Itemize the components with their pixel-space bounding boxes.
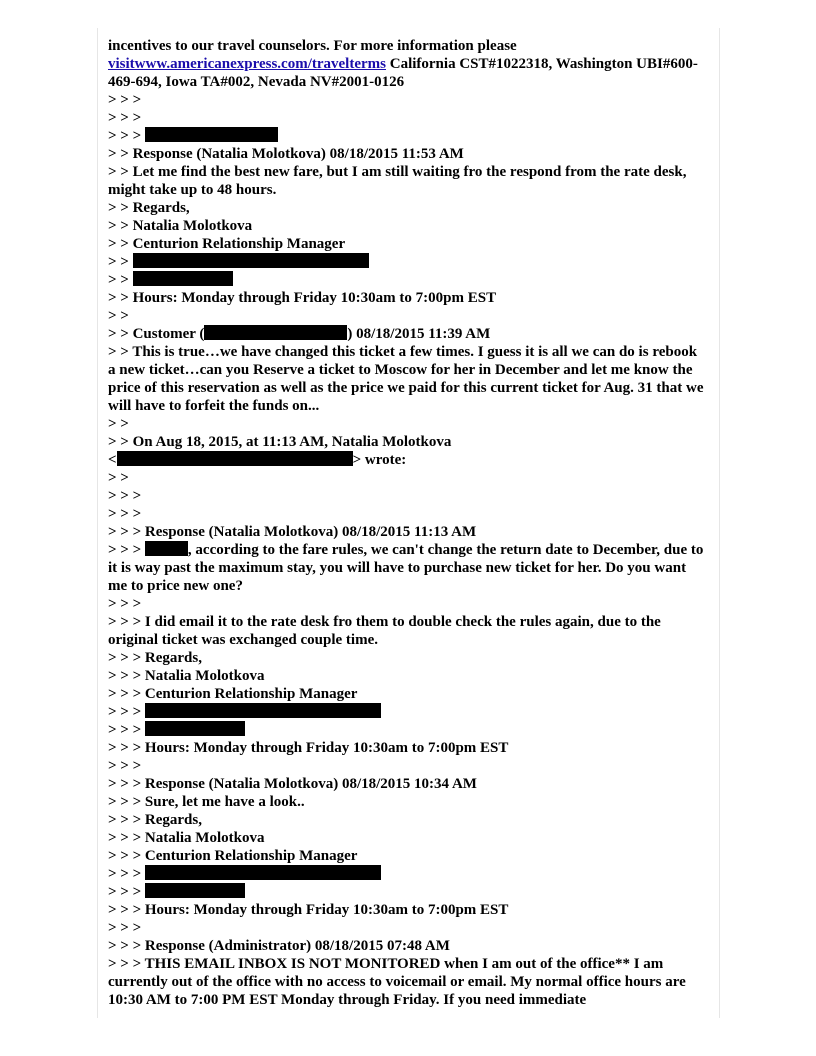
- signature-name: > > > Natalia Molotkova: [108, 830, 265, 846]
- right-margin-rule: [719, 28, 720, 1018]
- signature-regards: > > > Regards,: [108, 650, 202, 666]
- quote-line: > > >: [108, 488, 142, 504]
- redaction-box: [133, 253, 369, 268]
- quote-line: > > >: [108, 596, 142, 612]
- intro-licenses: California CST#1022318, Washington UBI#600-469-694, Iowa TA#002, Nevada NV#2001-0126: [108, 56, 698, 90]
- redaction-box: [117, 451, 353, 466]
- redaction-box: [145, 721, 245, 736]
- redaction-box: [145, 865, 381, 880]
- office-hours: > > > Hours: Monday through Friday 10:30am to 7:00pm EST: [108, 902, 509, 918]
- message-body: > > > THIS EMAIL INBOX IS NOT MONITORED when I am out of the office** I am currently out of the office with no access to voicemail or email. My normal office hours are 10:30 AM to 7:00 PM EST Monday through Friday. If you need immediate: [108, 956, 686, 1008]
- quote-line: > > >: [108, 506, 142, 522]
- quote-line: > > >: [108, 758, 142, 774]
- reply-header: > > On Aug 18, 2015, at 11:13 AM, Natalia Molotkova: [108, 434, 452, 450]
- terms-link[interactable]: visitwww.americanexpress.com/travelterms: [108, 56, 386, 72]
- redaction-box: [145, 127, 278, 142]
- quote-line: > >: [108, 470, 129, 486]
- quote-line: > >: [108, 308, 129, 324]
- response-header: > > Response (Natalia Molotkova) 08/18/2015 11:53 AM: [108, 146, 464, 162]
- redaction-box: [133, 271, 233, 286]
- quote-line: > > >: [108, 920, 142, 936]
- quote-line: > >: [108, 253, 708, 271]
- message-body: > > > I did email it to the rate desk fro them to double check the rules again, due to the original ticket was exchanged couple time.: [108, 614, 661, 648]
- signature-title: > > > Centurion Relationship Manager: [108, 848, 358, 864]
- office-hours: > > > Hours: Monday through Friday 10:30am to 7:00pm EST: [108, 740, 509, 756]
- quote-line: > > >: [108, 110, 142, 126]
- quote-line: > >: [108, 271, 708, 289]
- reply-header-email: < > wrote:: [108, 452, 407, 468]
- quote-line: > > >: [108, 883, 708, 901]
- response-header: > > > Response (Natalia Molotkova) 08/18/2015 11:13 AM: [108, 524, 477, 540]
- customer-header: > > Customer ( ) 08/18/2015 11:39 AM: [108, 326, 491, 342]
- quote-line: > > >: [108, 721, 708, 739]
- response-header: > > > Response (Natalia Molotkova) 08/18/2015 10:34 AM: [108, 776, 477, 792]
- message-body: > > > Sure, let me have a look..: [108, 794, 305, 810]
- quote-line: > > >: [108, 865, 708, 883]
- quote-line: > > >: [108, 127, 708, 145]
- quote-line: > > >: [108, 703, 708, 721]
- quote-line: > >: [108, 416, 129, 432]
- signature-title: > > Centurion Relationship Manager: [108, 236, 346, 252]
- message-body: > > > , according to the fare rules, we can't change the return date to December, due to it is way past the maximum stay, you will have to purchase new ticket for her. Do you want me to price new one?: [108, 542, 704, 594]
- intro-paragraph: [108, 37, 708, 91]
- signature-name: > > Natalia Molotkova: [108, 218, 253, 234]
- signature-name: > > > Natalia Molotkova: [108, 668, 265, 684]
- signature-title: > > > Centurion Relationship Manager: [108, 686, 358, 702]
- message-body: > > This is true…we have changed this ticket a few times. I guess it is all we can do is rebook a new ticket…can you Reserve a ticket to Moscow for her in December and let me know the price of this reservation as well as the price we paid for this current ticket for Aug. 31 that we will have to forfeit the funds on...: [108, 344, 704, 414]
- redaction-box: [145, 703, 381, 718]
- office-hours: > > Hours: Monday through Friday 10:30am to 7:00pm EST: [108, 290, 497, 306]
- redaction-box: [145, 883, 245, 898]
- left-margin-rule: [97, 28, 98, 1018]
- response-header: > > > Response (Administrator) 08/18/2015 07:48 AM: [108, 938, 450, 954]
- message-body: > > Let me find the best new fare, but I am still waiting fro the respond from the rate desk, might take up to 48 hours.: [108, 164, 687, 198]
- intro-text: incentives to our travel counselors. For more information please: [108, 38, 517, 54]
- redaction-box: [204, 325, 347, 340]
- signature-regards: > > Regards,: [108, 200, 190, 216]
- signature-regards: > > > Regards,: [108, 812, 202, 828]
- redaction-box: [145, 541, 188, 556]
- quote-line: > > >: [108, 92, 142, 108]
